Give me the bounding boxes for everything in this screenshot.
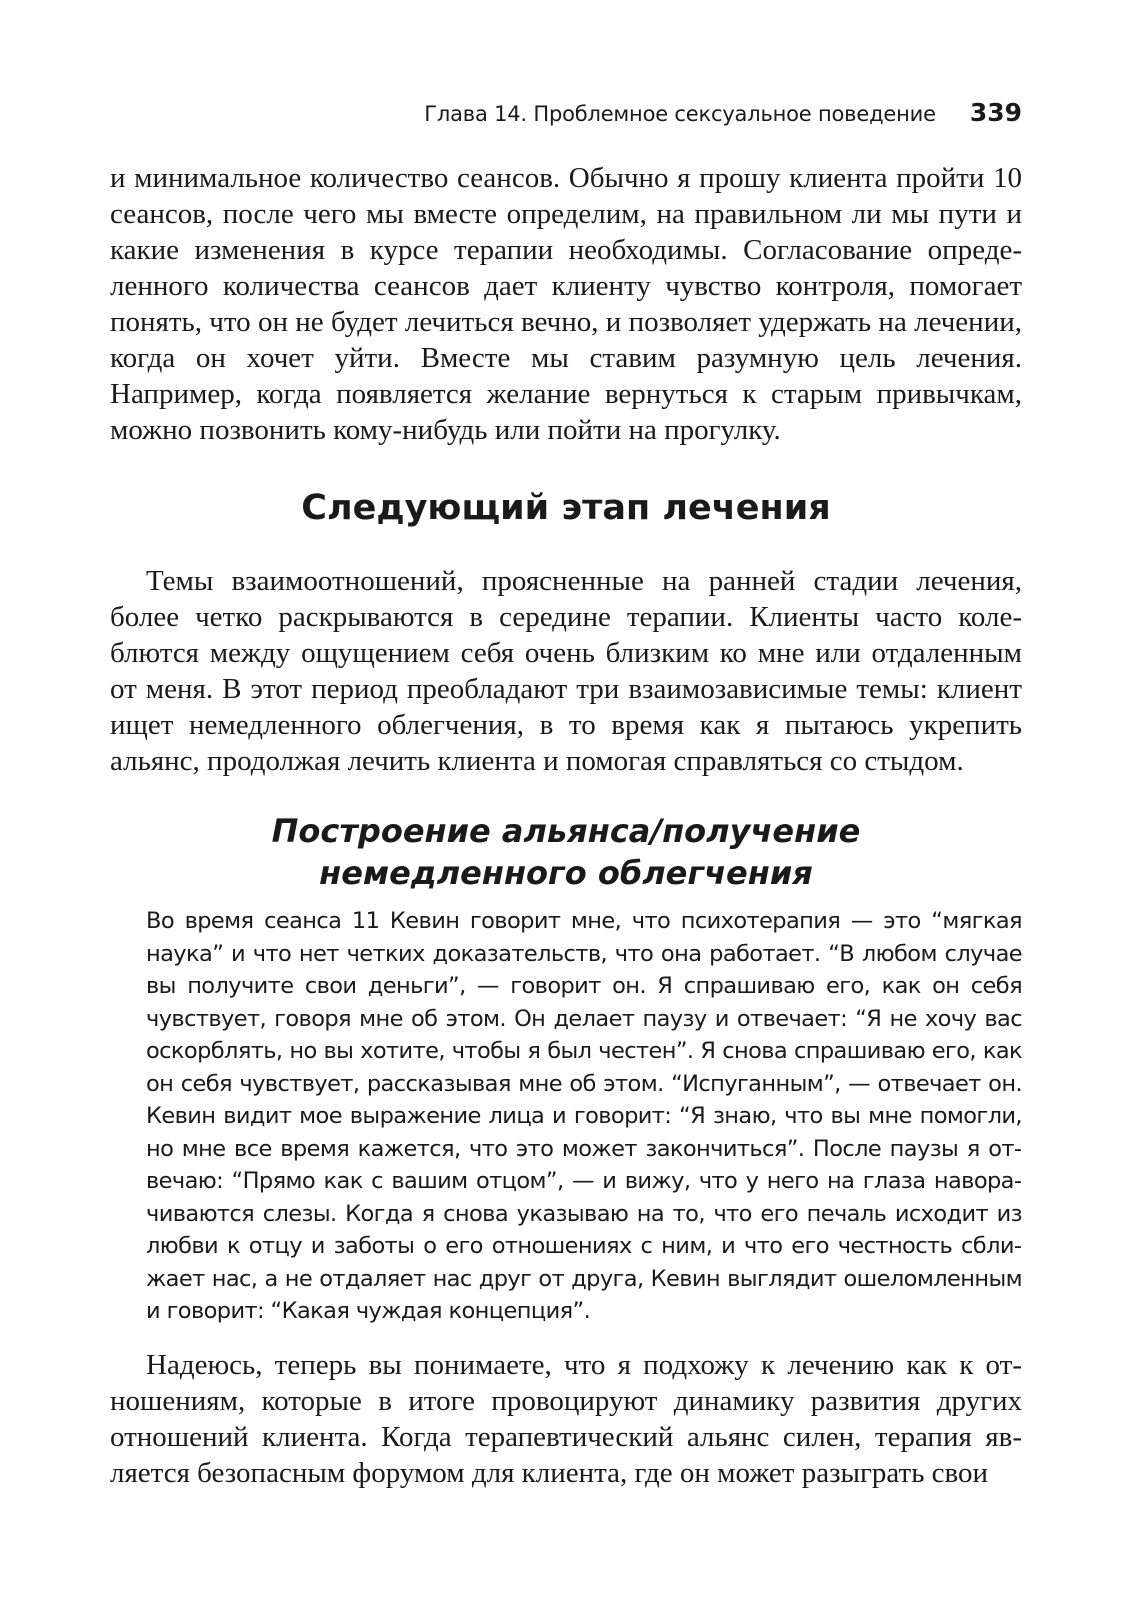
running-header: [424, 98, 1022, 127]
page-number: 339: [969, 98, 1022, 127]
case-example-block: Во время сеанса 11 Кевин говорит мне, что психотерапия — это “мягкая наука” и что нет четких доказательств, что она работает. “В любом случае вы получите свои деньги”, — говорит он. Я спрашиваю его, как он себя чувствует, говоря мне об этом. Он делает паузу и отвечает: “Я не хочу вас оскорблять, но вы хотите, чтобы я был честен”. Я снова спрашиваю его, как он себя чувствует, рассказывая мне об этом. “Испуганным”, — отвечает он. Кевин видит мое выражение лица и говорит: “Я знаю, что вы мне помогли, но мне все время кажется, что это может закончиться”. После паузы я отвечаю: “Прямо как с вашим отцом”, — и вижу, что у него на глаза наворачиваются слезы. Когда я снова указываю на то, что его печаль исходит из любви к отцу и заботы о его отношениях с ним, и что его честность сближает нас, а не отдаляет нас друг от друга, Кевин выглядит ошеломленным и говорит: “Какая чуждая концепция”.: [146, 908, 1022, 1324]
chapter-title: Глава 14. Проблемное сексуальное поведение: [424, 102, 936, 126]
body-paragraph: Темы взаимоотношений, проясненные на ранней стадии лечения, более четко раскрываются в середине терапии. Клиенты часто колеблются между ощущением себя очень близким ко мне или отдаленным от меня. В этот период преобладают три взаимозависимые темы: клиент ищет немедленного облегчения, в то время как я пытаюсь укрепить альянс, продолжая лечить клиента и помогая справляться со стыдом.: [110, 565, 1022, 777]
subsection-heading: [110, 810, 1022, 894]
body-paragraph: и минимальное количество сеансов. Обычно я прошу клиента пройти 10 сеансов, после чего мы вместе определим, на правильном ли мы пути и какие изменения в курсе терапии необходимы. Согласование определенного количества сеансов дает клиенту чувство контроля, помогает понять, что он не будет лечиться вечно, и позволяет удержать на лечении, когда он хочет уйти. Вместе мы ставим разумную цель лечения. Например, когда появляется желание вернуться к старым привычкам, можно позвонить кому-нибудь или пойти на прогулку.: [110, 162, 1022, 446]
section-heading: Следующий этап лечения: [301, 488, 831, 528]
body-paragraph: Надеюсь, теперь вы понимаете, что я подхожу к лечению как к отношениям, которые в итоге провоцируют динамику развития других отношений клиента. Когда терапевтический альянс силен, терапия является безопасным форумом для клиента, где он может разыграть свои: [110, 1349, 1022, 1489]
subsection-heading-line: немедленного облегчения: [319, 854, 813, 892]
subsection-heading-line: Построение альянса/получение: [271, 812, 861, 850]
